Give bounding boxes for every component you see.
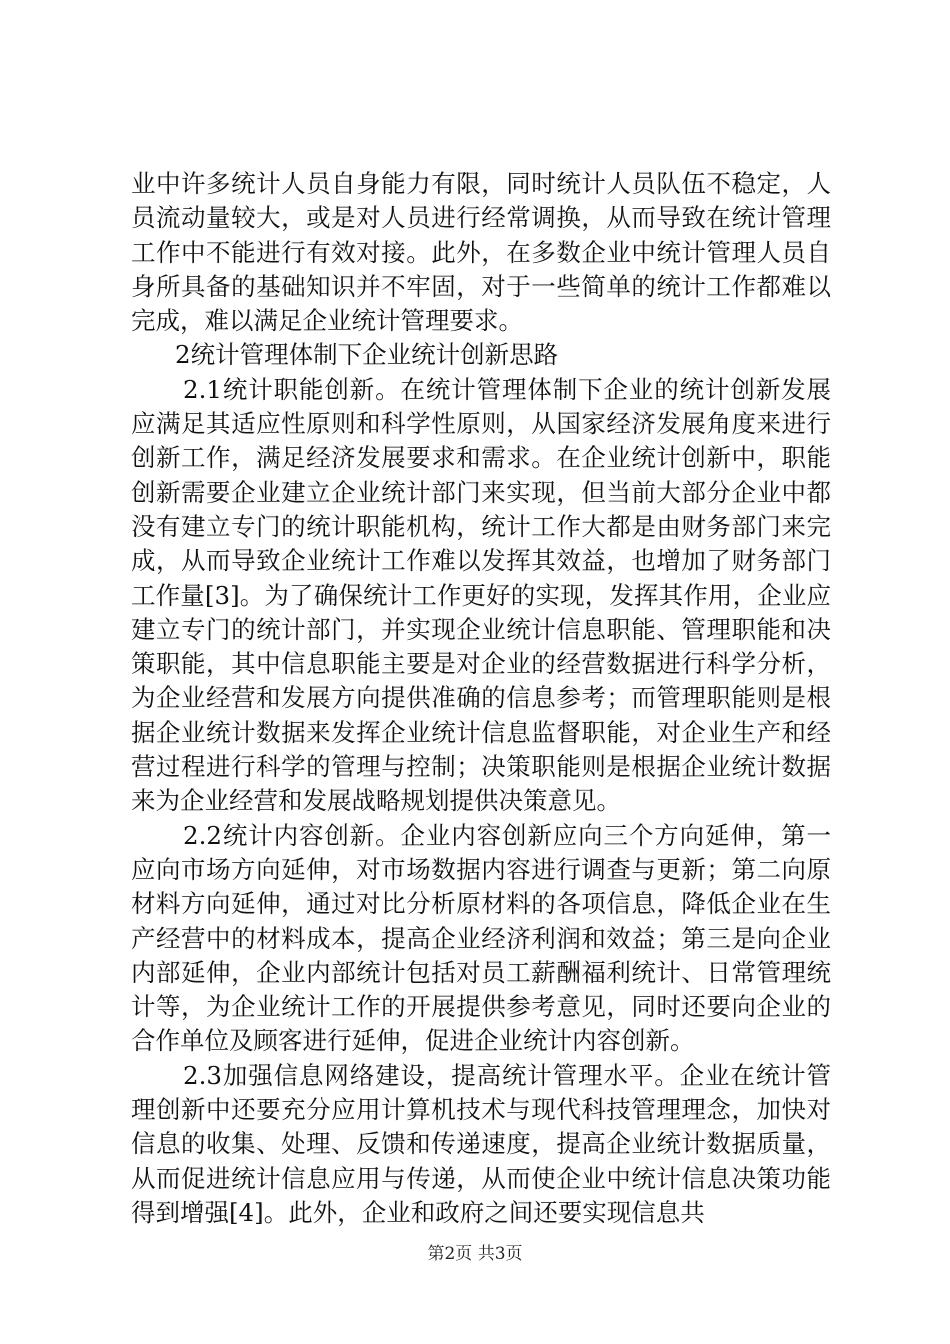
paragraph-network-construction: 2.3加强信息网络建设，提高统计管理水平。企业在统计管理创新中还要充分应用计算机技术与现代科技管理理念，加快对信息的收集、处理、反馈和传递速度，提高企业统计数据质量，从而促进统计信息应用与传递，从而使企业中统计信息决策功能得到增强[4]。此外，企业和政府之间还要实现信息共: [131, 1060, 831, 1227]
section-heading: 2统计管理体制下企业统计创新思路: [175, 340, 559, 370]
paragraph-continuation: 业中许多统计人员自身能力有限，同时统计人员队伍不稳定，人员流动量较大，或是对人员进行经常调换，从而导致在统计管理工作中不能进行有效对接。此外，在多数企业中统计管理人员自身所具备的基础知识并不牢固，对于一些简单的统计工作都难以完成，难以满足企业统计管理要求。: [131, 169, 831, 336]
paragraph-content-innovation: 2.2统计内容创新。企业内容创新应向三个方向延伸，第一应向市场方向延伸，对市场数据内容进行调查与更新；第二向原材料方向延伸，通过对比分析原材料的各项信息，降低企业在生产经营中的材料成本，提高企业经济利润和效益；第三是向企业内部延伸，企业内部统计包括对员工薪酬福利统计、日常管理统计等，为企业统计工作的开展提供参考意见，同时还要向企业的合作单位及顾客进行延伸，促进企业统计内容创新。: [131, 820, 831, 1056]
page-footer: 第2页 共3页: [427, 1244, 523, 1264]
paragraph-function-innovation: 2.1统计职能创新。在统计管理体制下企业的统计创新发展应满足其适应性原则和科学性原则，从国家经济发展角度来进行创新工作，满足经济发展要求和需求。在企业统计创新中，职能创新需要企业建立企业统计部门来实现，但当前大部分企业中都没有建立专门的统计职能机构，统计工作大都是由财务部门来完成，从而导致企业统计工作难以发挥其效益，也增加了财务部门工作量[3]。为了确保统计工作更好的实现，发挥其作用，企业应建立专门的统计部门，并实现企业统计信息职能、管理职能和决策职能，其中信息职能主要是对企业的经营数据进行科学分析，为企业经营和发展方向提供准确的信息参考；而管理职能则是根据企业统计数据来发挥企业统计信息监督职能，对企业生产和经营过程进行科学的管理与控制；决策职能则是根据企业统计数据来为企业经营和发展战略规划提供决策意见。: [131, 374, 831, 816]
document-body: [131, 167, 831, 1230]
